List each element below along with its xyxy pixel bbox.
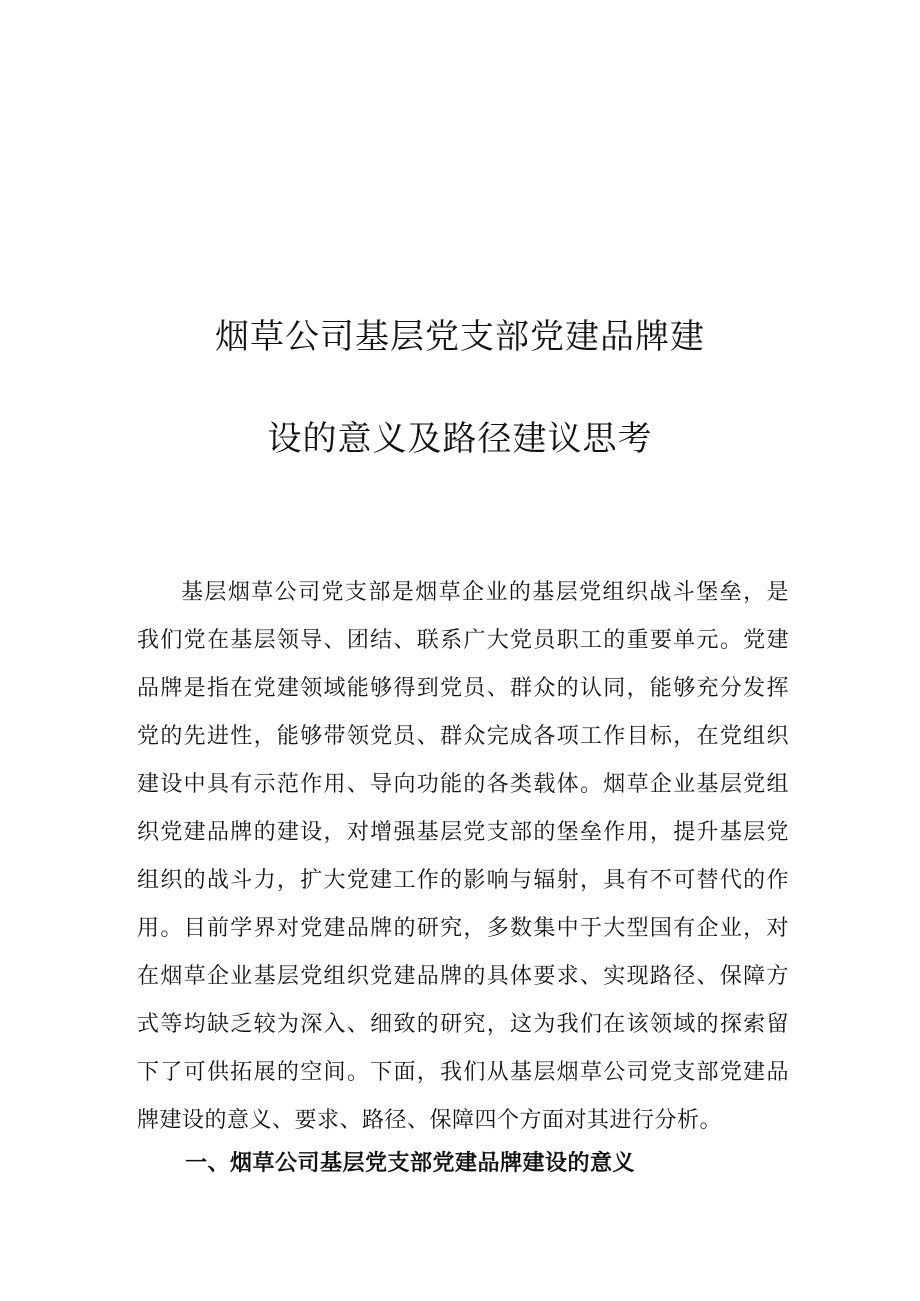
document-title-line-1: 烟草公司基层党支部党建品牌建 [215,317,705,357]
paragraph-line: 式等均缺乏较为深入、细致的研究，这为我们在该领域的探索留 [137,1012,789,1037]
section-heading: 一、烟草公司基层党支部党建品牌建设的意义 [185,1151,636,1176]
paragraph-line: 组织的战斗力，扩大党建工作的影响与辐射，具有不可替代的作 [137,868,789,893]
paragraph-line: 党的先进性，能够带领党员、群众完成各项工作目标，在党组织 [137,724,789,749]
paragraph-line: 在烟草企业基层党组织党建品牌的具体要求、实现路径、保障方 [137,964,789,989]
paragraph-line: 我们党在基层领导、团结、联系广大党员职工的重要单元。党建 [137,628,789,653]
paragraph-line: 品牌是指在党建领域能够得到党员、群众的认同，能够充分发挥 [137,676,789,701]
paragraph-line: 建设中具有示范作用、导向功能的各类载体。烟草企业基层党组 [137,772,789,797]
paragraph-line: 下了可供拓展的空间。下面，我们从基层烟草公司党支部党建品 [137,1060,789,1085]
paragraph-line: 牌建设的意义、要求、路径、保障四个方面对其进行分析。 [137,1108,723,1133]
body-paragraph [137,569,789,1145]
paragraph-line: 用。目前学界对党建品牌的研究，多数集中于大型国有企业，对 [137,916,789,941]
paragraph-line: 基层烟草公司党支部是烟草企业的基层党组织战斗堡垒，是 [181,580,789,605]
document-title-line-2: 设的意义及路径建议思考 [267,419,653,459]
paragraph-line: 织党建品牌的建设，对增强基层党支部的堡垒作用，提升基层党 [137,820,789,845]
